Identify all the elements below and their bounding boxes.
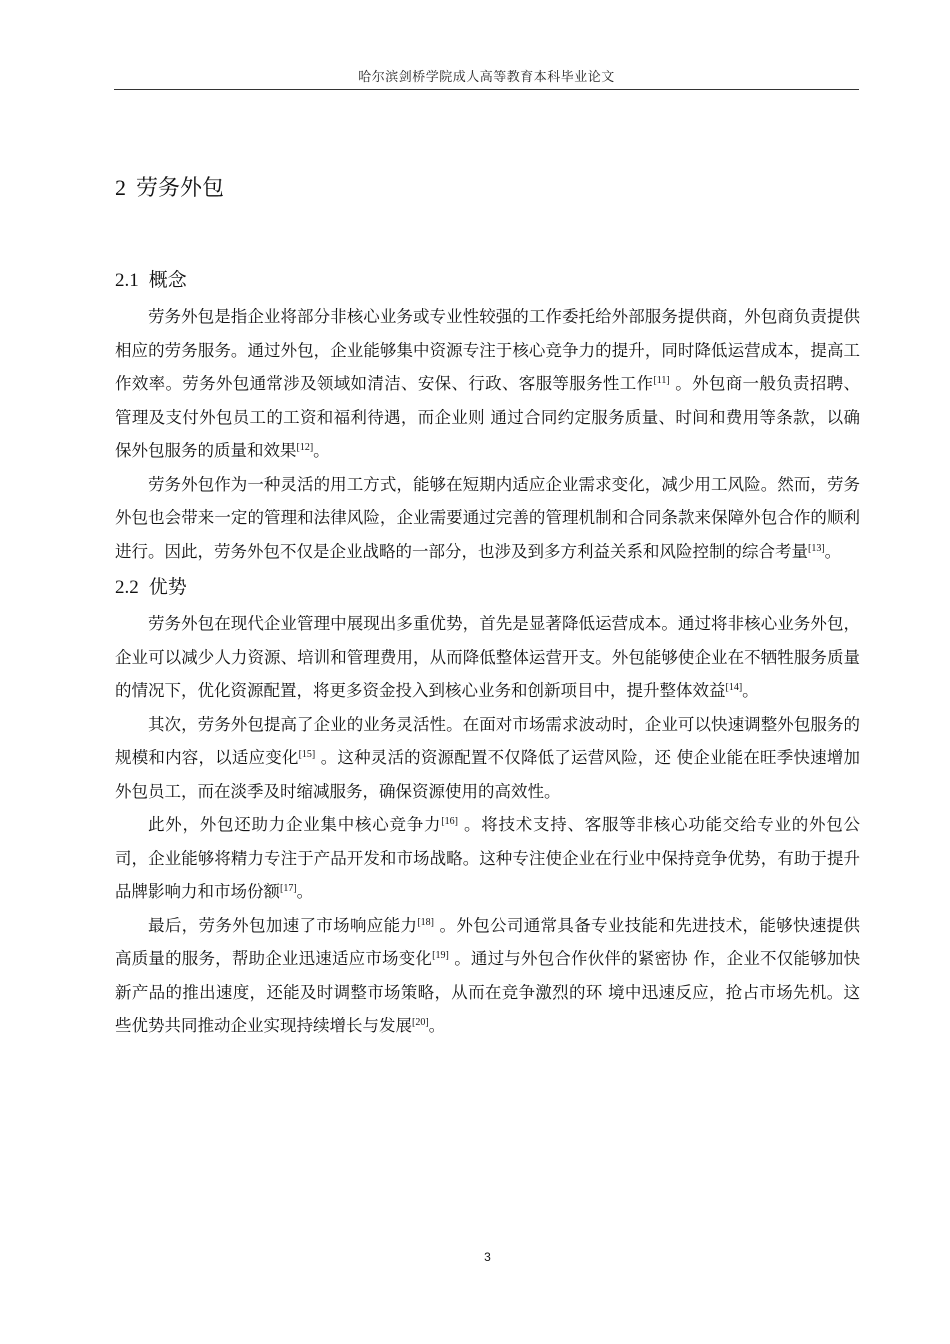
citation-reference: [20] xyxy=(412,1017,429,1028)
section-advantages xyxy=(115,568,860,1043)
paragraph-text: 劳务外包是指企业将部分非核心业务或专业性较强的工作委托给外部服务提供商，外包商负责提供相应的劳务服务。通过外包，企业能够集中资源专注于核心竞争力的提升，同时降低运营成本，提高工作效率。劳务外包通常涉及领域如清洁、安保、行政、客服等服务性工作 xyxy=(115,307,860,393)
chapter-number: 2 xyxy=(115,175,126,200)
citation-reference: [13] xyxy=(808,542,825,554)
section-number: 2.2 xyxy=(115,577,139,598)
chapter-title: 劳务外包 xyxy=(136,176,225,201)
paragraph-text: 。 xyxy=(742,681,759,700)
citation-reference: [14] xyxy=(725,682,743,693)
page-number: 3 xyxy=(484,1250,491,1264)
section-title: 优势 xyxy=(148,576,187,598)
paragraph-text: 。将技术支持、客服等非核心功能交给专业的外包公司，企业能够将精力专注于产品开发和市场战略。这种专注使企业在行业中保持竞争优势，有助于提升品牌影响力和市场份额 xyxy=(115,815,861,901)
running-header: 哈尔滨剑桥学院成人高等教育本科毕业论文 xyxy=(358,70,615,85)
body-paragraph xyxy=(115,808,860,909)
paragraph-text: 。 xyxy=(428,1016,446,1035)
body-paragraph xyxy=(115,708,860,809)
section-concept xyxy=(115,261,860,568)
body-paragraph xyxy=(115,300,860,468)
paragraph-text: 。外包商一般负责招聘、管理及支付外包员工的工资和福利待遇，而企业则 通过合同约定服务质量、时间和费用等条款，以确保外包服务的质量和效果 xyxy=(115,374,861,460)
citation-reference: [12] xyxy=(296,442,314,453)
paragraph-text: 其次，劳务外包提高了企业的业务灵活性。在面对市场需求波动时，企业可以快速调整外包服务的规模和内容，以适应变化 xyxy=(115,714,860,767)
paragraph-text: 劳务外包作为一种灵活的用工方式，能够在短期内适应企业需求变化，减少用工风险。然而，劳务外包也会带来一定的管理和法律风险，企业需要通过完善的管理机制和合同条款来保障外包合作的顺利进行。因此，劳务外包不仅是企业战略的一部分，也涉及到多方利益关系和风险控制的综合考量 xyxy=(115,474,860,561)
citation-reference: [17] xyxy=(280,883,297,894)
section-body xyxy=(115,607,860,1043)
paragraph-text: 劳务外包在现代企业管理中展现出多重优势，首先是显著降低运营成本。通过将非核心业务外包，企业可以减少人力资源、培训和管理费用，从而降低整体运营开支。外包能够使企业在不牺牲服务质量的情况下，优化资源配置，将更多资金投入到核心业务和创新项目中，提升整体效益 xyxy=(115,614,860,700)
body-paragraph xyxy=(115,909,860,1043)
paragraph-text: 。通过与外包合作伙伴的紧密协 作，企业不仅能够加快新产品的推出速度，还能及时调整市场策略，从而在竞争激烈的环 境中迅速反应，抢占市场先机。这些优势共同推动企业实现持续增长与发展 xyxy=(115,949,861,1035)
chapter-heading xyxy=(115,168,860,209)
paragraph-text: 。外包公司通常具备专业技能和先进技术，能够快速提供高质量的服务，帮助企业迅速适应市场变化 xyxy=(115,915,861,968)
citation-reference: [16] xyxy=(441,816,458,827)
citation-reference: [11] xyxy=(653,375,670,386)
section-title: 概念 xyxy=(148,269,187,291)
paragraph-text: 。 xyxy=(824,541,842,561)
citation-reference: [18] xyxy=(417,916,434,928)
citation-reference: [15] xyxy=(298,749,316,760)
section-heading xyxy=(115,568,860,607)
body-paragraph xyxy=(115,607,860,708)
paragraph-text: 。这种灵活的资源配置不仅降低了运营风险，还 使企业能在旺季快速增加外包员工，而在淡季及时缩减服务，确保资源使用的高效性。 xyxy=(115,748,861,801)
citation-reference: [19] xyxy=(432,950,449,961)
paragraph-text: 此外，外包还助力企业集中核心竞争力 xyxy=(148,815,442,834)
paragraph-text: 。 xyxy=(296,882,314,901)
paragraph-text: 最后，劳务外包加速了市场响应能力 xyxy=(148,915,418,935)
header-rule xyxy=(114,89,859,90)
body-paragraph xyxy=(115,468,860,569)
page-content xyxy=(115,168,860,1043)
section-body xyxy=(115,300,860,568)
section-heading xyxy=(115,261,860,300)
section-number: 2.1 xyxy=(115,270,139,291)
paragraph-text: 。 xyxy=(313,441,330,460)
